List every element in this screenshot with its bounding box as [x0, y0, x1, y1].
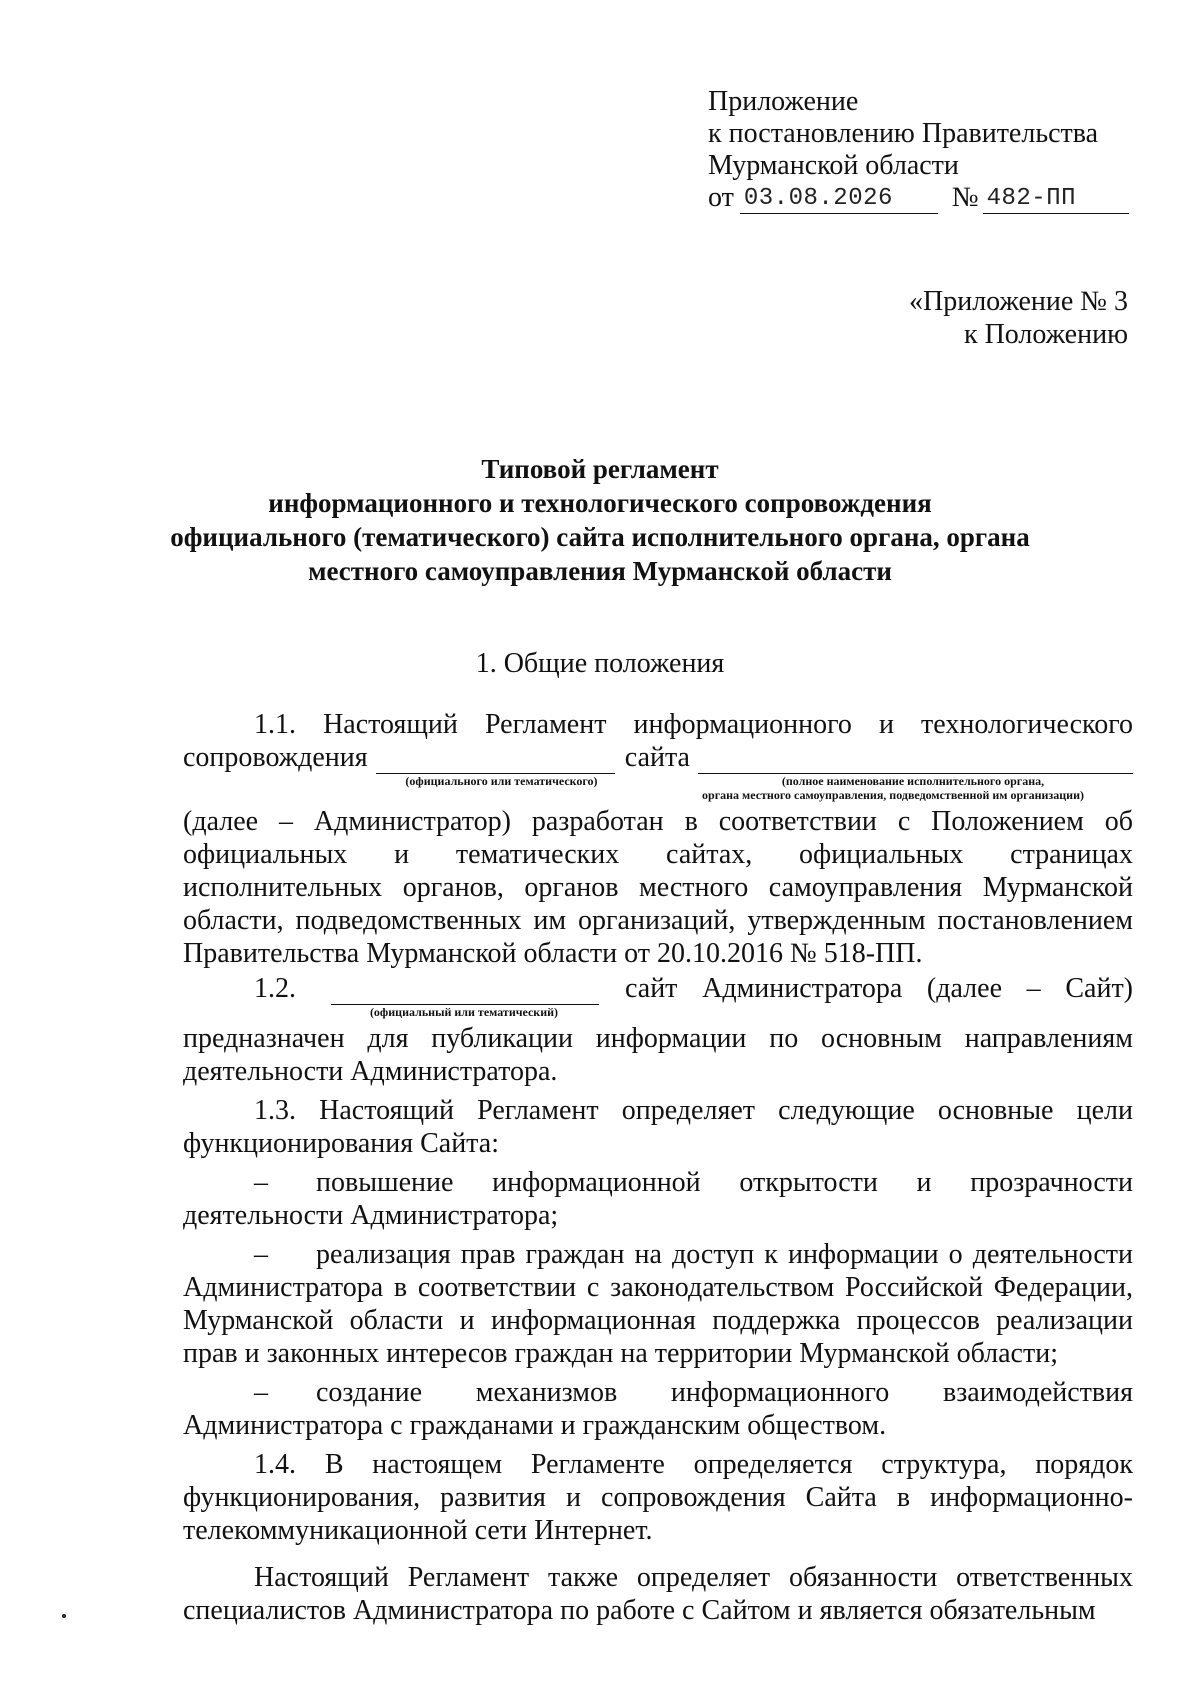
hint-site-type: (официального или тематического) — [405, 774, 598, 788]
document-body — [183, 708, 1133, 1627]
title-line-2: информационного и технологического сопровождения — [268, 488, 932, 518]
paragraph-1-3-text: 1.3. Настоящий Регламент определяет следующие основные цели функционирования Сайта: — [183, 1095, 1133, 1159]
title-line-4: местного самоуправления Мурманской области — [308, 556, 892, 586]
approval-date-row — [708, 182, 1129, 214]
paragraph-1-2-hint-row — [183, 1005, 1133, 1019]
word-soprovozhdeniya: сопровождения — [183, 742, 368, 773]
approval-line-3: Мурманской области — [708, 150, 959, 181]
paragraph-1-4-text: 1.4. В настоящем Регламенте определяется структура, порядок функционирования, развития и сопровождения Сайта в информационно-телекоммуникационной сети Интернет. — [183, 1449, 1133, 1546]
list-item-3 — [183, 1376, 1133, 1442]
dash-3: – — [254, 1377, 268, 1408]
hint-site-type-2: (официальный или тематический) — [369, 1005, 559, 1019]
list-item-1 — [183, 1166, 1133, 1232]
paragraph-1-1-hint-row — [183, 774, 1133, 802]
scan-speck — [62, 1614, 66, 1618]
word-saita: сайта — [624, 742, 690, 773]
section-heading: 1. Общие положения — [475, 648, 725, 679]
paragraph-1-1-line-1: 1.1. Настоящий Регламент информационного и технологического — [254, 709, 1133, 740]
dash-1: – — [254, 1167, 268, 1198]
dash-2: – — [254, 1239, 268, 1270]
title-line-1: Типовой регламент — [481, 454, 719, 484]
paragraph-1-2-fill-row — [183, 972, 1133, 1005]
blank-site-type-2 — [331, 978, 599, 1005]
number-prefix: № — [951, 182, 979, 213]
document-title — [150, 452, 1050, 588]
list-item-2 — [183, 1238, 1133, 1370]
approval-block — [708, 86, 1129, 214]
annex-reference — [909, 285, 1128, 351]
approval-line-1: Приложение — [708, 86, 859, 117]
blank-organ-name — [698, 747, 1133, 774]
paragraph-1-1-fill-row — [183, 741, 1133, 774]
hint-organ-line-1: (полное наименование исполнительного органа, — [781, 774, 1045, 788]
paragraph-1-2-text: предназначен для публикации информации по основным направлениям деятельности Администратора. — [183, 1023, 1133, 1087]
list-item-3-text: создание механизмов информационного взаимодействия Администратора с гражданами и гражданским обществом. — [183, 1377, 1133, 1441]
paragraph-1-2-tail: сайт Администратора (далее – Сайт) — [625, 973, 1133, 1004]
paragraph-1-2-num: 1.2. — [254, 973, 296, 1004]
annex-line-1: «Приложение № 3 — [909, 286, 1128, 317]
title-line-3: официального (тематического) сайта исполнительного органа, органа — [170, 522, 1030, 552]
number-value: 482-ПП — [983, 186, 1129, 214]
paragraph-last-text: Настоящий Регламент также определяет обязанности ответственных специалистов Администратора по работе с Сайтом и является обязательным — [183, 1562, 1133, 1626]
hint-organ-line-2: органа местного самоуправления, подведомственной им организации) — [702, 788, 1084, 802]
date-prefix: от — [708, 182, 734, 213]
list-item-2-text: реализация прав граждан на доступ к информации о деятельности Администратора в соответствии с законодательством Российской Федерации, Мурманской области и информационная поддержка процессов реализации прав и законных интересов граждан на территории Мурманской области; — [183, 1239, 1133, 1369]
annex-line-2: к Положению — [963, 319, 1128, 350]
list-item-1-text: повышение информационной открытости и прозрачности деятельности Администратора; — [183, 1167, 1133, 1231]
date-value: 03.08.2026 — [740, 186, 938, 214]
blank-site-type — [376, 747, 615, 774]
paragraph-1-1-text: (далее – Администратор) разработан в соответствии с Положением об официальных и тематических сайтах, официальных страницах исполнительных органов, органов местного самоуправления Мурманской области, подведомственных им организаций, утвержденным постановлением Правительства Мурманской области от 20.10.2016 № 518-ПП. — [183, 806, 1133, 969]
hint-organ-block — [653, 774, 1133, 802]
approval-line-2: к постановлению Правительства — [708, 118, 1099, 149]
